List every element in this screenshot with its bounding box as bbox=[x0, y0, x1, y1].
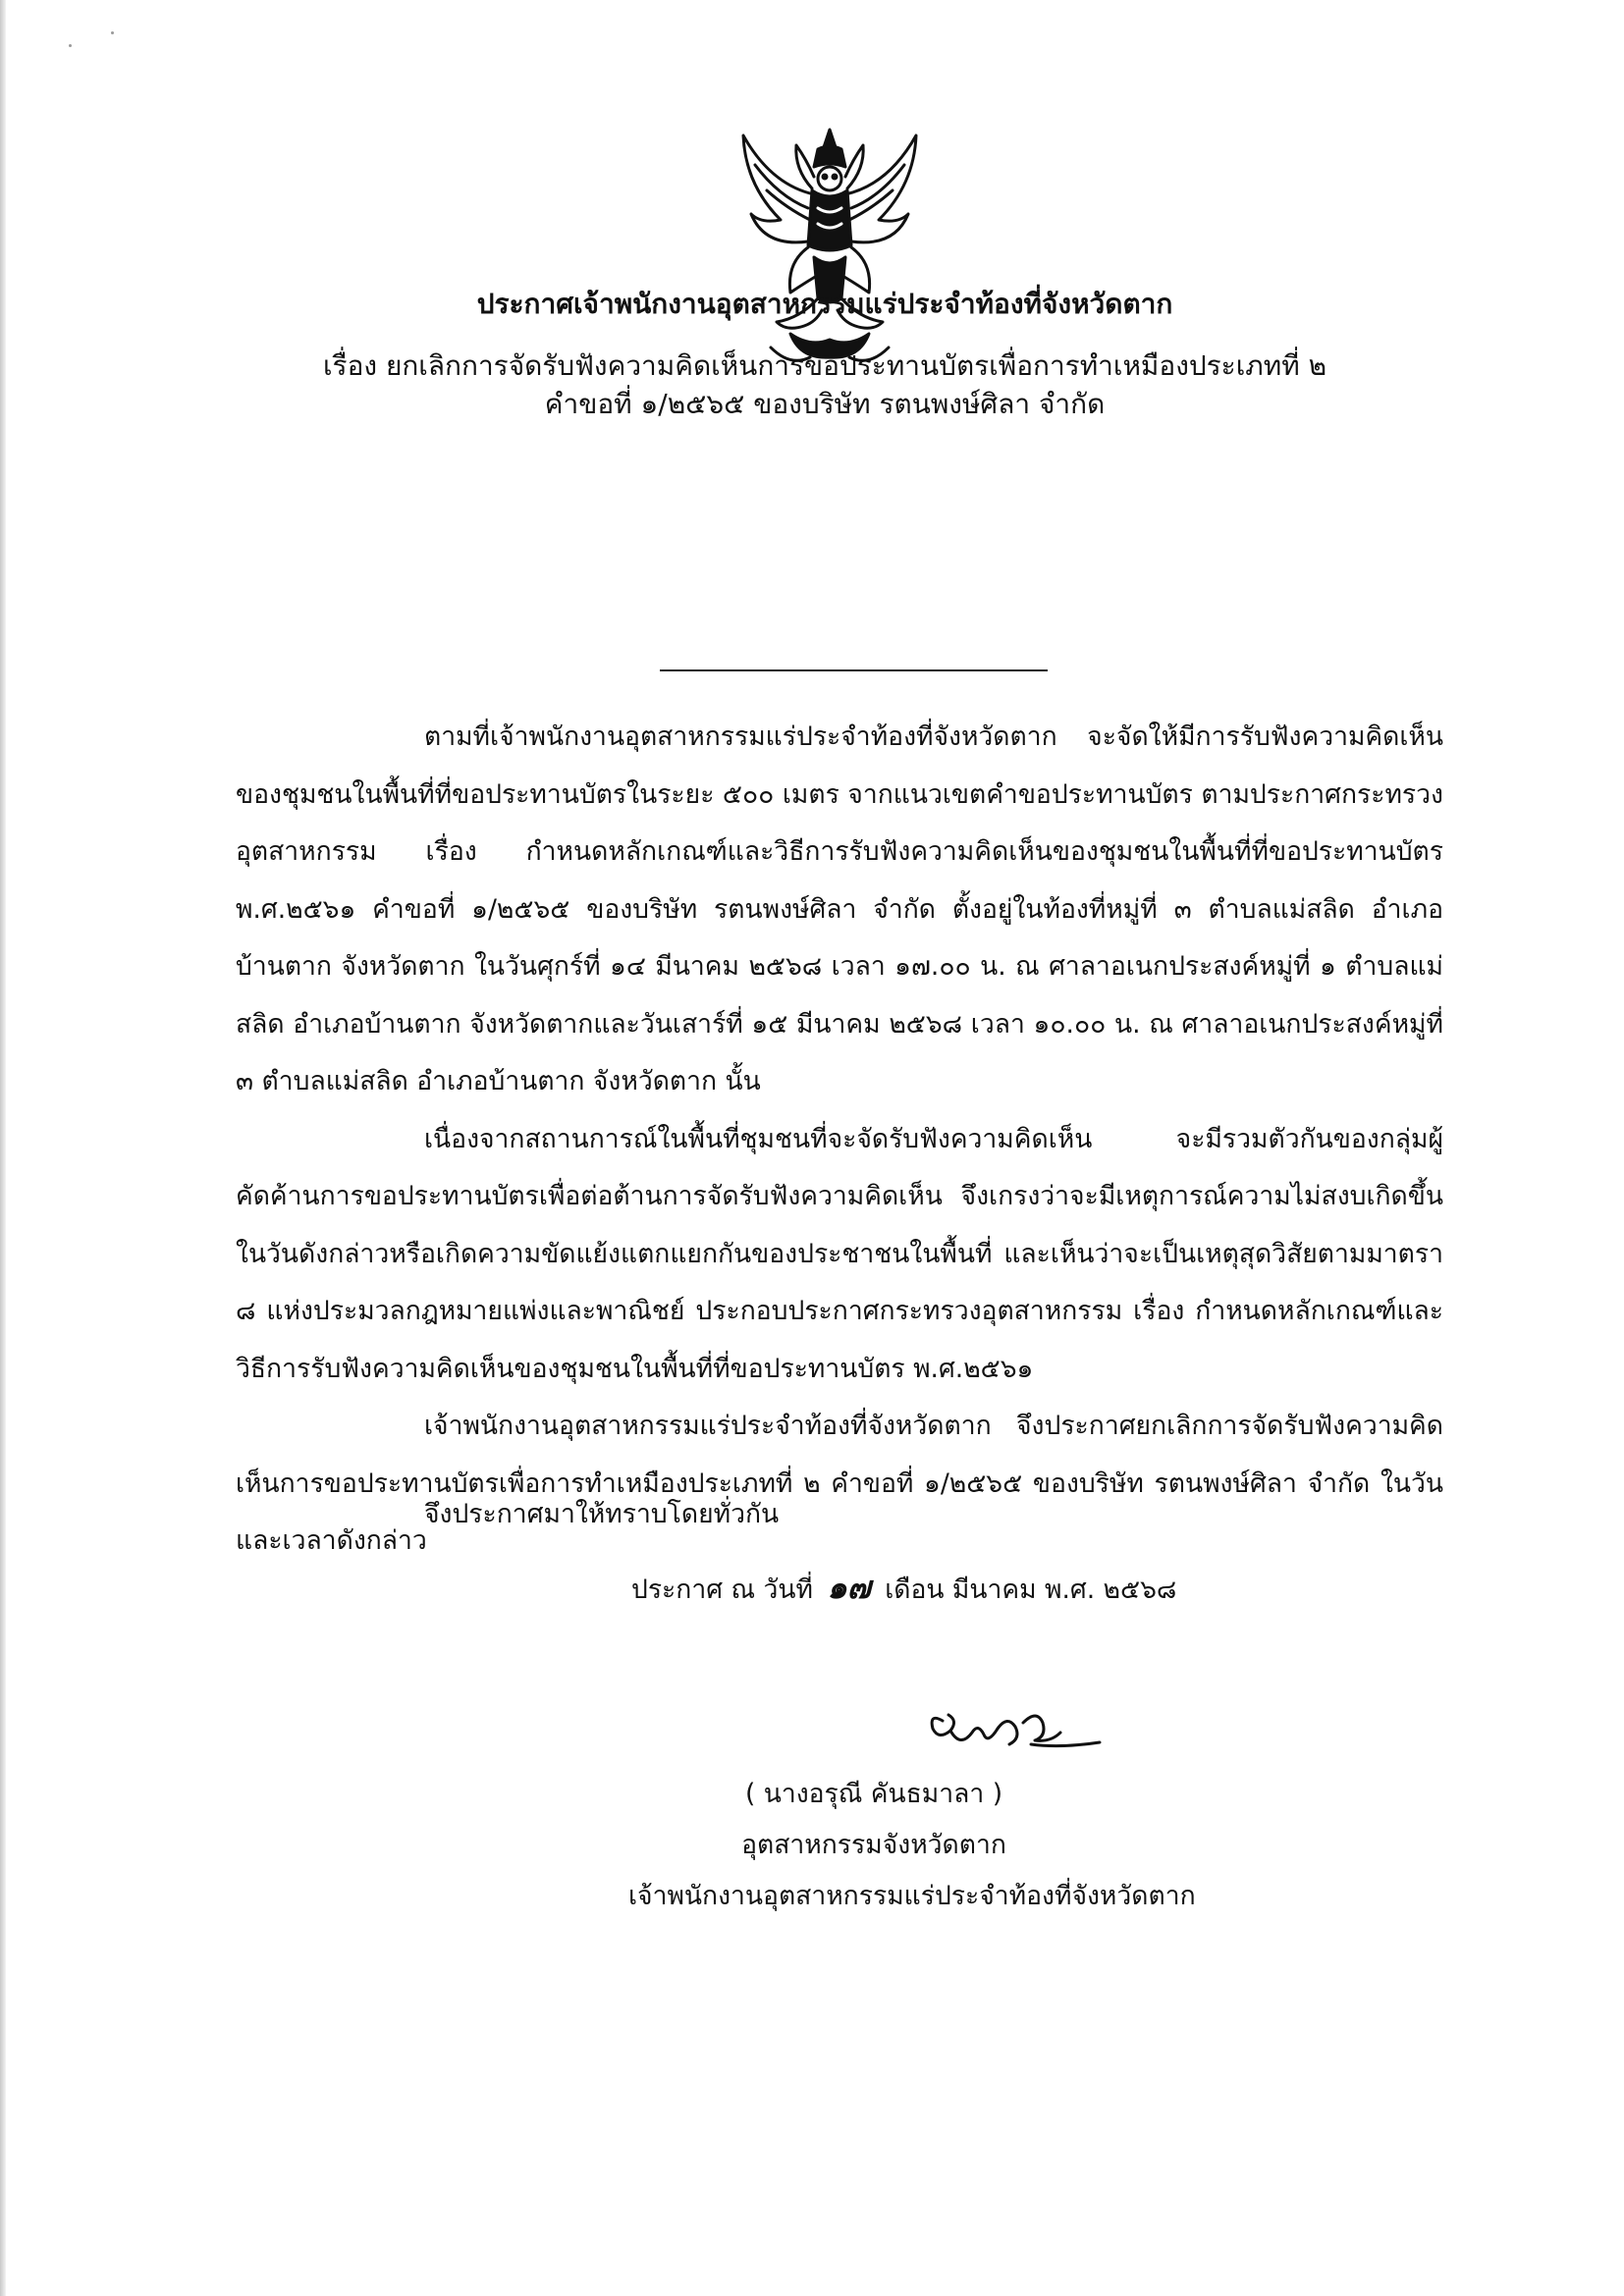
garuda-emblem-icon bbox=[731, 126, 928, 371]
scan-speck bbox=[69, 44, 72, 47]
scan-edge bbox=[0, 0, 6, 2296]
signatory-position-2: เจ้าพนักงานอุตสาหกรรมแร่ประจำท้องที่จังหวัดตาก bbox=[628, 1881, 1196, 1911]
announcement-date bbox=[631, 1568, 1176, 1610]
date-suffix: เดือน มีนาคม พ.ศ. ๒๕๖๘ bbox=[885, 1575, 1177, 1605]
announcement-title: ประกาศเจ้าพนักงานอุตสาหกรรมแร่ประจำท้องที่จังหวัดตาก bbox=[476, 288, 1173, 320]
date-prefix: ประกาศ ณ วันที่ bbox=[631, 1575, 813, 1605]
paragraph-cancellation: เจ้าพนักงานอุตสาหกรรมแร่ประจำท้องที่จังหวัดตาก จึงประกาศยกเลิกการจัดรับฟังความคิดเห็นการขอประทานบัตรเพื่อการทำเหมืองประเภทที่ ๒ คำขอที่ ๑/๒๕๖๕ ของบริษัท รตนพงษ์ศิลา จำกัด ในวันและเวลาดังกล่าว bbox=[236, 1411, 1443, 1556]
subject-line-1: เรื่อง ยกเลิกการจัดรับฟังความคิดเห็นการขอประทานบัตรเพื่อการทำเหมืองประเภทที่ ๒ bbox=[322, 349, 1327, 382]
title-divider bbox=[660, 669, 1048, 671]
signatory-position-1: อุตสาหกรรมจังหวัดตาก bbox=[741, 1830, 1006, 1860]
signatory-name: ( นางอรุณี คันธมาลา ) bbox=[744, 1779, 1003, 1809]
paragraph-background: ตามที่เจ้าพนักงานอุตสาหกรรมแร่ประจำท้องที่จังหวัดตาก จะจัดให้มีการรับฟังความคิดเห็นของชุมชนในพื้นที่ที่ขอประทานบัตรในระยะ ๕๐๐ เมตร จากแนวเขตคำขอประทานบัตร ตามประกาศกระทรวงอุตสาหกรรม เรื่อง กำหนดหลักเกณฑ์และวิธีการรับฟังความคิดเห็นของชุมชนในพื้นที่ที่ขอประทานบัตร พ.ศ.๒๕๖๑ คำขอที่ ๑/๒๕๖๕ ของบริษัท รตนพงษ์ศิลา จำกัด ตั้งอยู่ในท้องที่หมู่ที่ ๓ ตำบลแม่สลิด อำเภอบ้านตาก จังหวัดตาก ในวันศุกร์ที่ ๑๔ มีนาคม ๒๕๖๘ เวลา ๑๗.๐๐ น. ณ ศาลาอเนกประสงค์หมู่ที่ ๑ ตำบลแม่สลิด อำเภอบ้านตาก จังหวัดตากและวันเสาร์ที่ ๑๕ มีนาคม ๒๕๖๘ เวลา ๑๐.๐๐ น. ณ ศาลาอเนกประสงค์หมู่ที่ ๓ ตำบลแม่สลิด อำเภอบ้านตาก จังหวัดตาก นั้น bbox=[236, 721, 1443, 1096]
signatory-block bbox=[628, 1769, 1196, 1922]
paragraph-reason: เนื่องจากสถานการณ์ในพื้นที่ชุมชนที่จะจัดรับฟังความคิดเห็น จะมีรวมตัวกันของกลุ่มผู้คัดค้านการขอประทานบัตรเพื่อต่อต้านการจัดรับฟังความคิดเห็น จึงเกรงว่าจะมีเหตุการณ์ความไม่สงบเกิดขึ้นในวันดังกล่าวหรือเกิดความขัดแย้งแตกแยกกันของประชาชนในพื้นที่ และเห็นว่าจะเป็นเหตุสุดวิสัยตามมาตรา ๘ แห่งประมวลกฎหมายแพ่งและพาณิชย์ ประกอบประกาศกระทรวงอุตสาหกรรม เรื่อง กำหนดหลักเกณฑ์และวิธีการรับฟังความคิดเห็นของชุมชนในพื้นที่ที่ขอประทานบัตร พ.ศ.๒๕๖๑ bbox=[236, 1123, 1443, 1384]
date-day-handwritten: ๑๗ bbox=[827, 1569, 871, 1606]
closing-statement: จึงประกาศมาให้ทราบโดยทั่วกัน bbox=[424, 1499, 780, 1529]
announcement-body bbox=[236, 709, 1443, 1571]
handwritten-signature bbox=[913, 1693, 1110, 1762]
subject-line-2: คำขอที่ ๑/๒๕๖๕ ของบริษัท รตนพงษ์ศิลา จำกัด bbox=[544, 388, 1106, 420]
scan-speck bbox=[111, 31, 114, 34]
